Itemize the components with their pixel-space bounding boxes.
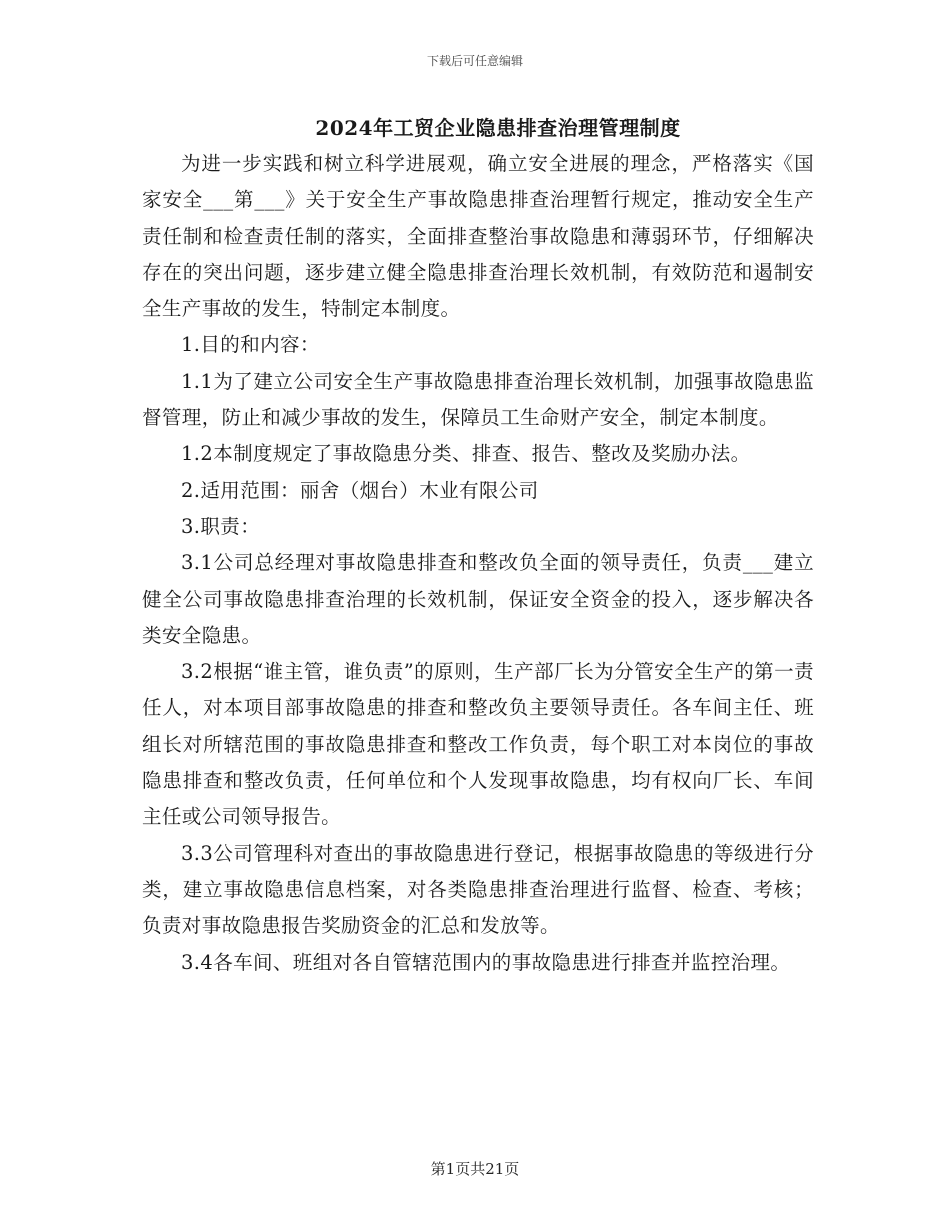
document-title: 2024年工贸企业隐患排查治理管理制度 [315, 116, 681, 140]
paragraph-section-3-4: 3.4各车间、班组对各自管辖范围内的事故隐患进行排查并监控治理。 [181, 950, 791, 974]
paragraph-section-3-2: 3.2根据“谁主管，谁负责”的原则，生产部厂长为分管安全生产的第一责任人，对本项目部事故隐患的排查和整改负主要领导责任。各车间主任、班组长对所辖范围的事故隐患排查和整改工作负责，每个职工对本岗位的事故隐患排查和整改负责，任何单位和个人发现事故隐患，均有权向厂长、车间主任或公司领导报告。 [142, 660, 814, 829]
paragraph-section-1-1: 1.1为了建立公司安全生产事故隐患排查治理长效机制，加强事故隐患监督管理，防止和减少事故的发生，保障员工生命财产安全，制定本制度。 [142, 369, 814, 430]
header-note: 下载后可任意编辑 [426, 54, 523, 68]
document-body [142, 146, 814, 981]
page-number-footer: 第1页共21页 [430, 1160, 520, 1178]
paragraph-section-3-1: 3.1公司总经理对事故隐患排查和整改负全面的领导责任，负责___建立健全公司事故隐患排查治理的长效机制，保证安全资金的投入，逐步解决各类安全隐患。 [142, 551, 814, 647]
paragraph-intro: 为进一步实践和树立科学进展观，确立安全进展的理念，严格落实《国家安全___第___》关于安全生产事故隐患排查治理暂行规定，推动安全生产责任制和检查责任制的落实，全面排查整治事故隐患和薄弱环节，仔细解决存在的突出问题，逐步建立健全隐患排查治理长效机制，有效防范和遏制安全生产事故的发生，特制定本制度。 [142, 152, 814, 321]
paragraph-section-2: 2.适用范围：丽舍（烟台）木业有限公司 [181, 478, 539, 502]
paragraph-section-3-3: 3.3公司管理科对查出的事故隐患进行登记，根据事故隐患的等级进行分类，建立事故隐患信息档案，对各类隐患排查治理进行监督、检查、考核；负责对事故隐患报告奖励资金的汇总和发放等。 [142, 841, 814, 938]
paragraph-section-3: 3.职责： [181, 514, 261, 538]
paragraph-section-1: 1.目的和内容： [181, 333, 320, 357]
paragraph-section-1-2: 1.2本制度规定了事故隐患分类、排查、报告、整改及奖励办法。 [181, 442, 751, 466]
